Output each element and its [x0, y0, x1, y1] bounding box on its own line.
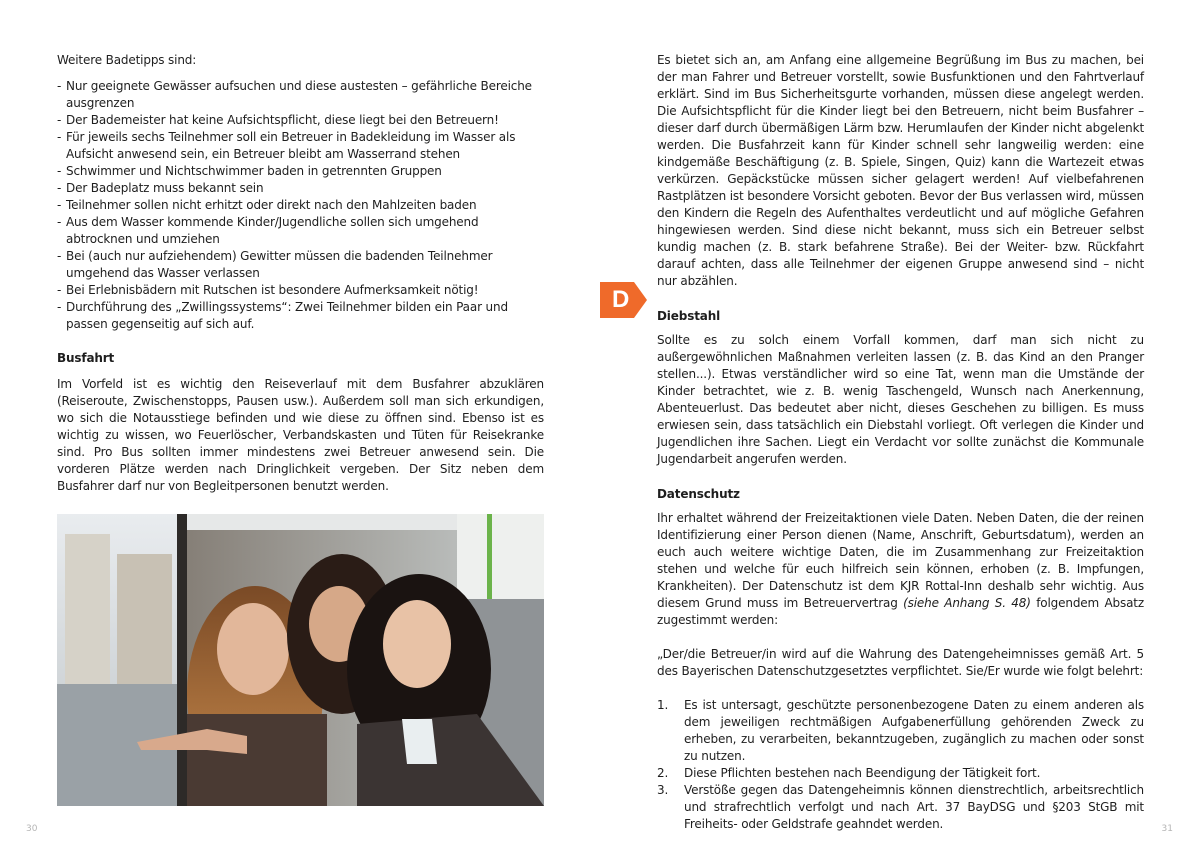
- oath-quote: „Der/die Betreuer/in wird auf die Wahrung des Datengeheimnisses gemäß Art. 5 des Bayerischen Datenschutzgesetztes verpflichtet. Sie/Er wurde wie folgt belehrt:: [657, 647, 1144, 678]
- list-item: - Der Badeplatz muss bekannt sein: [57, 180, 544, 197]
- diebstahl-heading: Diebstahl: [657, 309, 721, 323]
- rule-text: Diese Pflichten bestehen nach Beendigung der Tätigkeit fort.: [684, 766, 1041, 780]
- list-item: - Bei Erlebnisbädern mit Rutschen ist besondere Aufmerksamkeit nötig!: [57, 282, 544, 299]
- list-item: - Schwimmer und Nichtschwimmer baden in getrennten Gruppen: [57, 163, 544, 180]
- list-item: [657, 697, 1144, 765]
- datenschutz-paragraph: [657, 510, 1144, 629]
- page-number-right: 31: [1161, 824, 1173, 834]
- diebstahl-paragraph: Sollte es zu solch einem Vorfall kommen, darf man sich nicht zu außergewöhnlichen Maßnahmen verleiten lassen (z. B. das Kind an den Pranger stellen...). Etwas verständlicher wird so eine Tat, wenn man die Umstände der Kinder betrachtet, wie z. B. wenig Taschengeld, Wunsch nach Anerkennung, Abenteuerlust. Das bedeutet aber nicht, dieses Geschehen zu billigen. Es muss erwiesen sein, dass tatsächlich ein Diebstahl vorliegt. Oft verlegen die Kinder und Jugendlichen ihre Sachen. Liegt ein Verdacht vor sollte zunächst die Kommunale Jugendarbeit angerufen werden.: [657, 333, 1144, 466]
- list-item: - Nur geeignete Gewässer aufsuchen und diese austesten – gefährliche Bereiche ausgrenzen: [57, 78, 544, 112]
- right-page: [600, 0, 1200, 851]
- busfahrt-continued-paragraph: Es bietet sich an, am Anfang eine allgemeine Begrüßung im Bus zu machen, bei der man Fahrer und Betreuer vorstellt, sowie Busfunktionen und den Fahrtverlauf erklärt. Sind im Bus Sicherheitsgurte vorhanden, müssen diese angelegt werden. Die Aufsichtspflicht für die Kinder liegt bei den Betreuern, nicht beim Busfahrer – dieser darf durch übermäßigen Lärm bzw. Herumlaufen der Kinder nicht abgelenkt werden. Die Busfahrzeit kann für Kinder schnell sehr langweilig werden: eine kindgemäße Beschäftigung (z. B. Spiele, Singen, Quiz) kann die Wartezeit etwas verkürzen. Gepäckstücke müssen sicher gelagert werden! Auf vielbefahrenen Rastplätzen ist besondere Vorsicht geboten. Bevor der Bus verlassen wird, müssen den Kindern die Regeln des Aufenthaltes verdeutlicht und auf mögliche Gefahren hingewiesen werden. Sind diese nicht bekannt, muss sich ein Betreuer selbst kundig machen (z. B. stark befahrene Straße). Bei der Weiter- bzw. Rückfahrt darauf achten, dass alle Teilnehmer der eigenen Gruppe anwesend sind – nicht nur abzählen.: [657, 53, 1144, 288]
- bus-photo: [57, 514, 544, 806]
- list-item: - Teilnehmer sollen nicht erhitzt oder direkt nach den Mahlzeiten baden: [57, 197, 544, 214]
- rules-list: [657, 697, 1144, 833]
- list-item: - Durchführung des „Zwillingssystems“: Zwei Teilnehmer bilden ein Paar und passen gegenseitig auf sich auf.: [57, 299, 544, 333]
- rule-number: 3.: [657, 783, 669, 797]
- section-d-badge: [600, 282, 647, 318]
- datenschutz-text-b: folgendem Absatz zugestimmt werden:: [657, 596, 1145, 627]
- left-column: [57, 52, 544, 495]
- datenschutz-text-a: Ihr erhaltet während der Freizeitaktionen viele Daten. Neben Daten, die der reinen Identifizierung einer Person dienen (Name, Anschrift, Geburtsdatum), werden an euch auch weitere wichtige Daten, die im Zusammenhang zur Freizeitaktion stehen und welche für euch hilfreich sein können, erhoben (z. B. Impfungen, Krankheiten). Der Datenschutz ist dem KJR Rottal-Inn deshalb sehr wichtig. Aus diesem Grund muss im Betreuervertrag: [657, 511, 1144, 610]
- page-number-left: 30: [26, 824, 38, 834]
- busfahrt-heading: Busfahrt: [57, 351, 115, 365]
- rule-number: 2.: [657, 766, 669, 780]
- list-item: [657, 782, 1144, 833]
- tips-intro: Weitere Badetipps sind:: [57, 53, 197, 67]
- right-column: [657, 52, 1144, 833]
- appendix-reference: (siehe Anhang S. 48): [903, 596, 1031, 610]
- busfahrt-paragraph: Im Vorfeld ist es wichtig den Reiseverlauf mit dem Busfahrer abzuklären (Reiseroute, Zwischenstopps, Pausen usw.). Außerdem soll man sich erkundigen, wo sich die Notausstiege befinden und wie diese zu öffnen sind. Ebenso ist es wichtig zu wissen, wo Feuerlöscher, Verbandskasten und Tüten für Reisekranke sind. Pro Bus sollten immer mindestens zwei Betreuer anwesend sein. Die vorderen Plätze werden nach Dringlichkeit vergeben. Der Sitz neben dem Busfahrer darf nur von Begleitpersonen benutzt werden.: [57, 377, 544, 493]
- bathing-tips-list: [57, 78, 544, 333]
- list-item: - Der Bademeister hat keine Aufsichtspflicht, diese liegt bei den Betreuern!: [57, 112, 544, 129]
- list-item: - Bei (auch nur aufziehendem) Gewitter müssen die badenden Teilnehmer umgehend das Wasser verlassen: [57, 248, 544, 282]
- rule-text: Verstöße gegen das Datengeheimnis können dienstrechtlich, arbeitsrechtlich und strafrechtlich verfolgt und nach Art. 37 BayDSG und §203 StGB mit Freiheits- oder Geldstrafe geahndet werden.: [684, 783, 1144, 831]
- rule-text: Es ist untersagt, geschützte personenbezogene Daten zu einem anderen als dem jeweiligen rechtmäßigen Aufgabenerfüllung gehörenden Zweck zu erheben, zu verarbeiten, bekanntzugeben, zugänglich zu machen oder sonst zu nutzen.: [684, 698, 1144, 763]
- list-item: [657, 765, 1144, 782]
- list-item: - Für jeweils sechs Teilnehmer soll ein Betreuer in Badekleidung im Wasser als Aufsicht anwesend sein, ein Betreuer bleibt am Wasserrand stehen: [57, 129, 544, 163]
- rule-number: 1.: [657, 698, 669, 712]
- list-item: - Aus dem Wasser kommende Kinder/Jugendliche sollen sich umgehend abtrocknen und umziehen: [57, 214, 544, 248]
- datenschutz-heading: Datenschutz: [657, 487, 740, 501]
- section-letter: D: [612, 286, 630, 313]
